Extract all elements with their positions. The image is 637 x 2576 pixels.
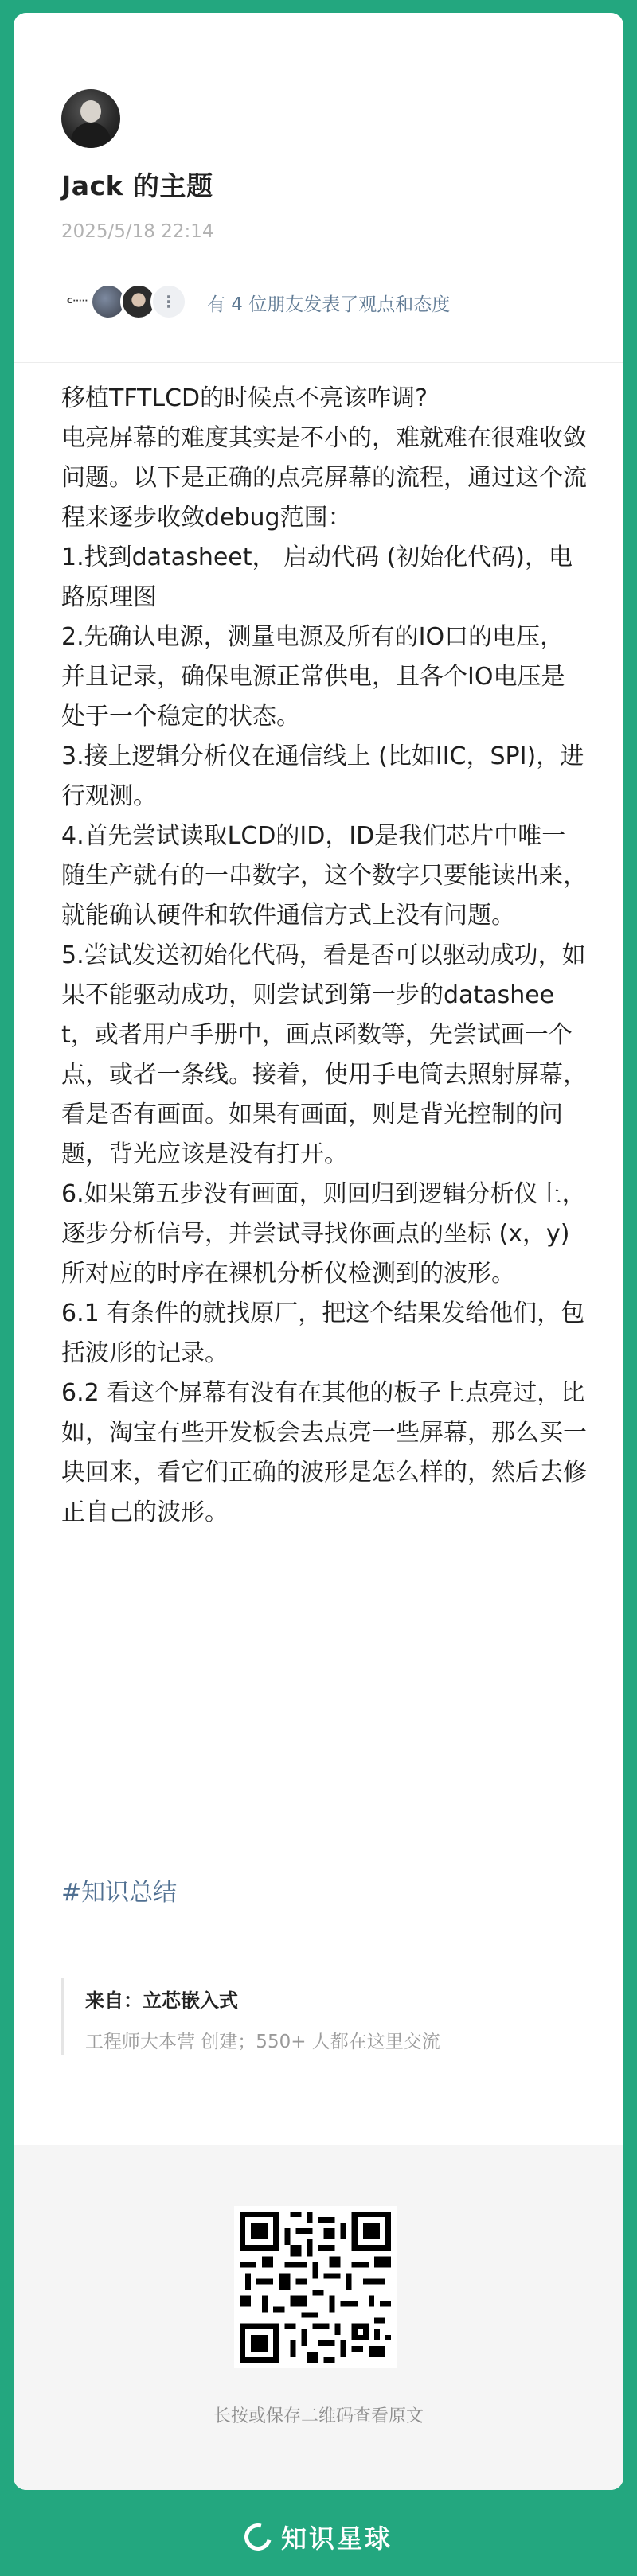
post-card (14, 13, 623, 2490)
content-paragraph: 6.如果第五步没有画面，则回归到逻辑分析仪上，逐步分析信号，并尝试寻找你画点的坐标 (x，y) 所对应的时序在裸机分析仪检测到的波形。 (61, 1180, 586, 1288)
brand-name: 知识星球 (280, 2523, 393, 2554)
more-icon[interactable]: ⋮ (150, 283, 187, 320)
content-paragraph: 1.找到datasheet， 启动代码 (初始化代码)，电路原理图 (61, 544, 573, 611)
avatar-body (71, 123, 111, 148)
source-block[interactable] (61, 1978, 539, 2055)
brand-footer (0, 2513, 637, 2561)
post-date: 2025/5/18 22:14 (61, 221, 214, 242)
content-paragraph: 移植TFTLCD的时候点不亮该咋调? (61, 384, 428, 412)
qr-code[interactable] (234, 2206, 397, 2368)
author-avatar[interactable] (61, 89, 120, 148)
content-paragraph: 4.首先尝试读取LCD的ID，ID是我们芯片中唯一随生产就有的一串数字，这个数字只要能读出来，就能确认硬件和软件通信方式上没有问题。 (61, 822, 587, 929)
friends-reactions-link[interactable]: 有 4 位朋友发表了观点和态度 (207, 294, 451, 315)
friend-avatar: C····· (61, 283, 98, 320)
author-name[interactable]: Jack 的主题 (61, 170, 213, 201)
content-paragraph: 6.2 看这个屏幕有没有在其他的板子上点亮过，比如，淘宝有些开发板会去点亮一些屏幕，那么买一块回来，看它们正确的波形是怎么样的，然后去修正自己的波形。 (61, 1379, 587, 1526)
hashtag-link[interactable]: #知识总结 (61, 1879, 178, 1907)
content-paragraph: 5.尝试发送初始化代码，看是否可以驱动成功，如果不能驱动成功，则尝试到第一步的datasheet，或者用户手册中，画点函数等，先尝试画一个点，或者一条线。接着，使用手电筒去照射屏幕，看是否有画面。如果有画面，则是背光控制的问题，背光应该是没有打开。 (61, 941, 587, 1168)
content-paragraph: 6.1 有条件的就找原厂，把这个结果发给他们，包括波形的记录。 (61, 1300, 585, 1367)
content-paragraph: 3.接上逻辑分析仪在通信线上 (比如IIC，SPI)，进行观测。 (61, 742, 584, 810)
content-paragraph: 2.先确认电源，测量电源及所有的IO口的电压，并且记录，确保电源正常供电，且各个IO电压是处于一个稳定的状态。 (61, 623, 565, 731)
divider (14, 362, 623, 363)
qr-hint: 长按或保存二维码查看原文 (213, 2406, 424, 2426)
content-paragraph: 电亮屏幕的难度其实是不小的，难就难在很难收敛问题。以下是正确的点亮屏幕的流程，通过这个流程来逐步收敛debug范围： (61, 424, 587, 532)
post-content (61, 379, 587, 1533)
source-from: 来自：立芯嵌入式 (85, 1989, 238, 2012)
avatar-head (80, 100, 101, 123)
qr-section (14, 2145, 623, 2490)
source-description: 工程师大本营 创建；550+ 人都在这里交流 (85, 2032, 440, 2052)
planet-ring-icon (240, 2519, 276, 2555)
